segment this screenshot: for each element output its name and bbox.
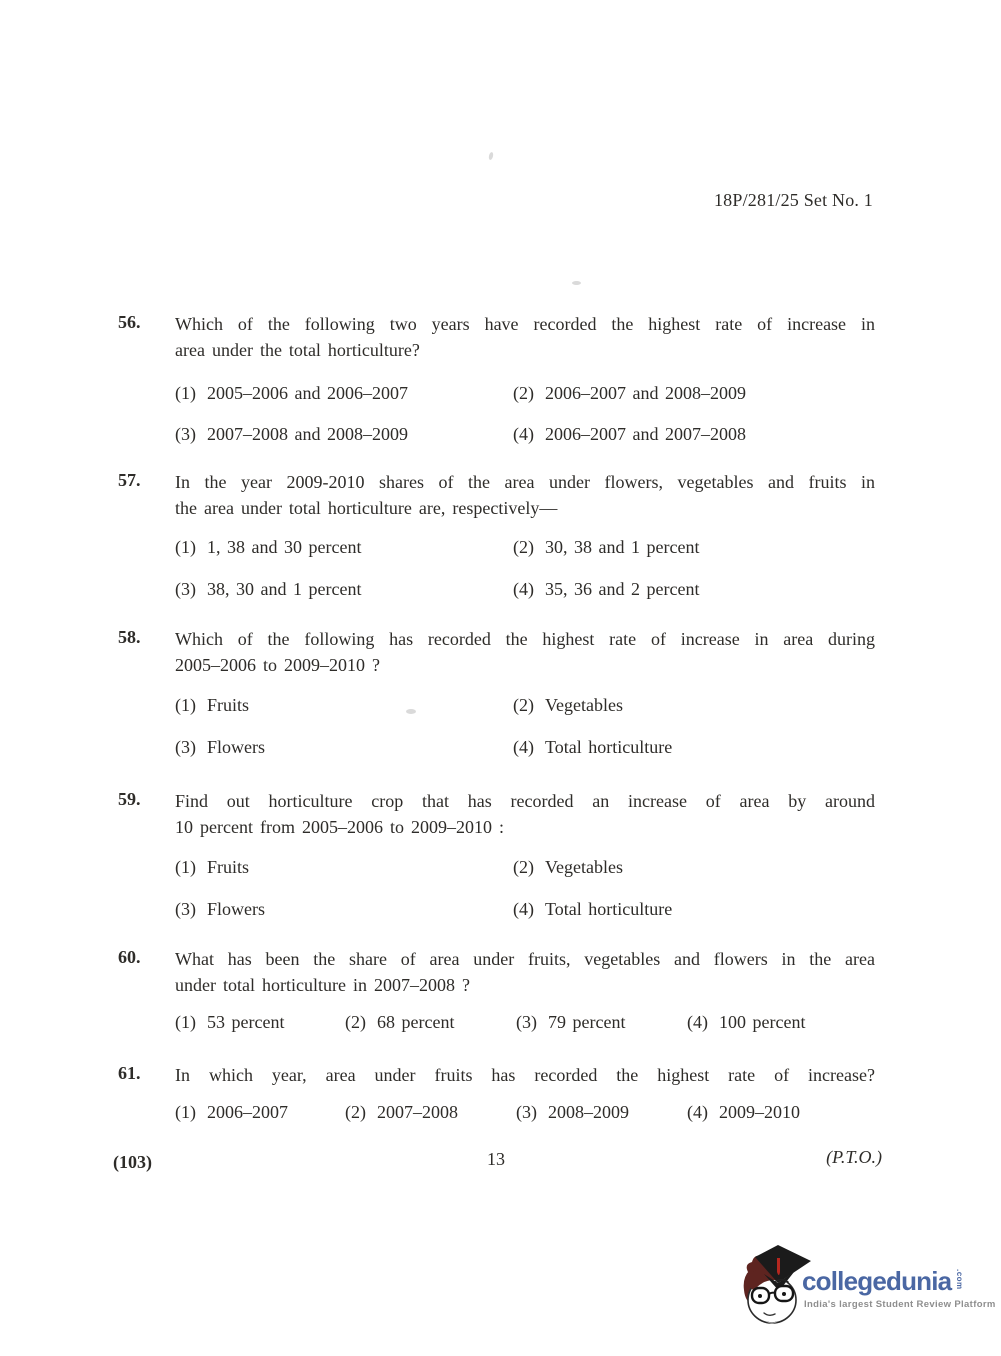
option-58-3 [175, 737, 265, 758]
option-marker: (2) [513, 857, 534, 877]
question-number: 61. [118, 1063, 141, 1083]
pto-label: (P.T.O.) [826, 1147, 882, 1167]
question-text [175, 311, 875, 363]
option-61-1 [175, 1102, 288, 1123]
option-text: 53 percent [207, 1012, 285, 1032]
option-marker: (2) [345, 1102, 366, 1122]
option-text: 2005–2006 and 2006–2007 [207, 383, 408, 403]
question-number: 57. [118, 470, 141, 490]
options-row [0, 695, 1001, 719]
question-line2: 10 percent from 2005–2006 to 2009–2010 : [175, 817, 504, 837]
option-text: Vegetables [545, 695, 623, 715]
option-marker: (4) [687, 1102, 708, 1122]
option-marker: (3) [175, 899, 196, 919]
option-56-1 [175, 383, 408, 404]
option-60-2 [345, 1012, 454, 1033]
option-60-1 [175, 1012, 284, 1033]
scan-artifact [572, 281, 581, 285]
option-56-2 [513, 383, 746, 404]
option-59-3 [175, 899, 265, 920]
question-line2: 2005–2006 to 2009–2010 ? [175, 655, 380, 675]
option-text: 30, 38 and 1 percent [545, 537, 700, 557]
question-line1: Which of the following two years have recorded the highest rate of increase in [175, 314, 875, 334]
option-text: 2007–2008 [377, 1102, 458, 1122]
question-number: 59. [118, 789, 141, 809]
option-text: 35, 36 and 2 percent [545, 579, 700, 599]
brand-domain-suffix: .com [955, 1269, 964, 1290]
option-marker: (3) [175, 579, 196, 599]
question-number: 56. [118, 312, 141, 332]
option-marker: (4) [687, 1012, 708, 1032]
option-text: Fruits [207, 695, 250, 715]
options-row [0, 857, 1001, 881]
option-text: Vegetables [545, 857, 623, 877]
option-text: 38, 30 and 1 percent [207, 579, 362, 599]
option-61-3 [516, 1102, 629, 1123]
paper-code: 18P/281/25 Set No. 1 [713, 190, 873, 210]
option-text: Total horticulture [545, 737, 673, 757]
question-text [175, 788, 875, 840]
option-58-2 [513, 695, 623, 716]
option-marker: (1) [175, 857, 196, 877]
question-line1: Which of the following has recorded the highest rate of increase in area during [175, 629, 875, 649]
question-number: 58. [118, 627, 141, 647]
option-marker: (1) [175, 383, 196, 403]
option-marker: (3) [175, 424, 196, 444]
option-text: 68 percent [377, 1012, 455, 1032]
option-56-3 [175, 424, 408, 445]
question-line1: Find out horticulture crop that has recorded an increase of area by around [175, 791, 875, 811]
option-61-4 [687, 1102, 800, 1123]
option-text: 2006–2007 and 2008–2009 [545, 383, 746, 403]
question-text [175, 946, 875, 998]
option-text: 79 percent [548, 1012, 626, 1032]
scan-artifact [488, 152, 494, 161]
question-line2: the area under total horticulture are, respectively— [175, 498, 558, 518]
option-marker: (1) [175, 695, 196, 715]
option-marker: (2) [345, 1012, 366, 1032]
question-line2: under total horticulture in 2007–2008 ? [175, 975, 470, 995]
option-57-2 [513, 537, 699, 558]
option-text: 1, 38 and 30 percent [207, 537, 362, 557]
option-57-1 [175, 537, 361, 558]
option-57-4 [513, 579, 699, 600]
option-text: Fruits [207, 857, 250, 877]
question-text [175, 1062, 875, 1088]
options-row [0, 1102, 1001, 1126]
options-row [0, 537, 1001, 561]
option-text: 2008–2009 [548, 1102, 629, 1122]
options-row [0, 1012, 1001, 1036]
option-text: 100 percent [719, 1012, 806, 1032]
option-marker: (2) [513, 383, 534, 403]
option-59-4 [513, 899, 672, 920]
options-row [0, 899, 1001, 923]
options-row [0, 737, 1001, 761]
question-text [175, 626, 875, 678]
option-marker: (3) [175, 737, 196, 757]
option-text: 2006–2007 and 2007–2008 [545, 424, 746, 444]
collegedunia-logo [738, 1242, 996, 1342]
option-marker: (4) [513, 737, 534, 757]
option-61-2 [345, 1102, 458, 1123]
question-line1: In the year 2009-2010 shares of the area under flowers, vegetables and fruits in [175, 472, 875, 492]
option-marker: (1) [175, 537, 196, 557]
question-line1: What has been the share of area under fruits, vegetables and flowers in the area [175, 949, 875, 969]
option-text: 2007–2008 and 2008–2009 [207, 424, 408, 444]
brand-name: collegedunia [802, 1266, 952, 1296]
option-56-4 [513, 424, 746, 445]
option-marker: (4) [513, 899, 534, 919]
option-60-4 [687, 1012, 805, 1033]
question-text [175, 469, 875, 521]
option-60-3 [516, 1012, 625, 1033]
option-text: Total horticulture [545, 899, 673, 919]
option-marker: (3) [516, 1012, 537, 1032]
options-row [0, 579, 1001, 603]
question-line2: area under the total horticulture? [175, 340, 420, 360]
option-59-2 [513, 857, 623, 878]
option-marker: (1) [175, 1012, 196, 1032]
page-number: 13 [487, 1149, 505, 1169]
option-58-4 [513, 737, 672, 758]
option-text: Flowers [207, 899, 265, 919]
question-line1: In which year, area under fruits has recorded the highest rate of increase? [175, 1065, 875, 1085]
question-number: 60. [118, 947, 141, 967]
option-text: Flowers [207, 737, 265, 757]
option-text: 2006–2007 [207, 1102, 288, 1122]
booklet-code: (103) [113, 1152, 152, 1172]
option-text: 2009–2010 [719, 1102, 800, 1122]
option-59-1 [175, 857, 249, 878]
option-marker: (4) [513, 579, 534, 599]
options-row [0, 383, 1001, 407]
option-marker: (2) [513, 695, 534, 715]
option-marker: (1) [175, 1102, 196, 1122]
options-row [0, 424, 1001, 448]
option-57-3 [175, 579, 361, 600]
option-marker: (2) [513, 537, 534, 557]
brand-tagline: India's largest Student Review Platform [804, 1299, 996, 1310]
option-58-1 [175, 695, 249, 716]
option-marker: (4) [513, 424, 534, 444]
option-marker: (3) [516, 1102, 537, 1122]
